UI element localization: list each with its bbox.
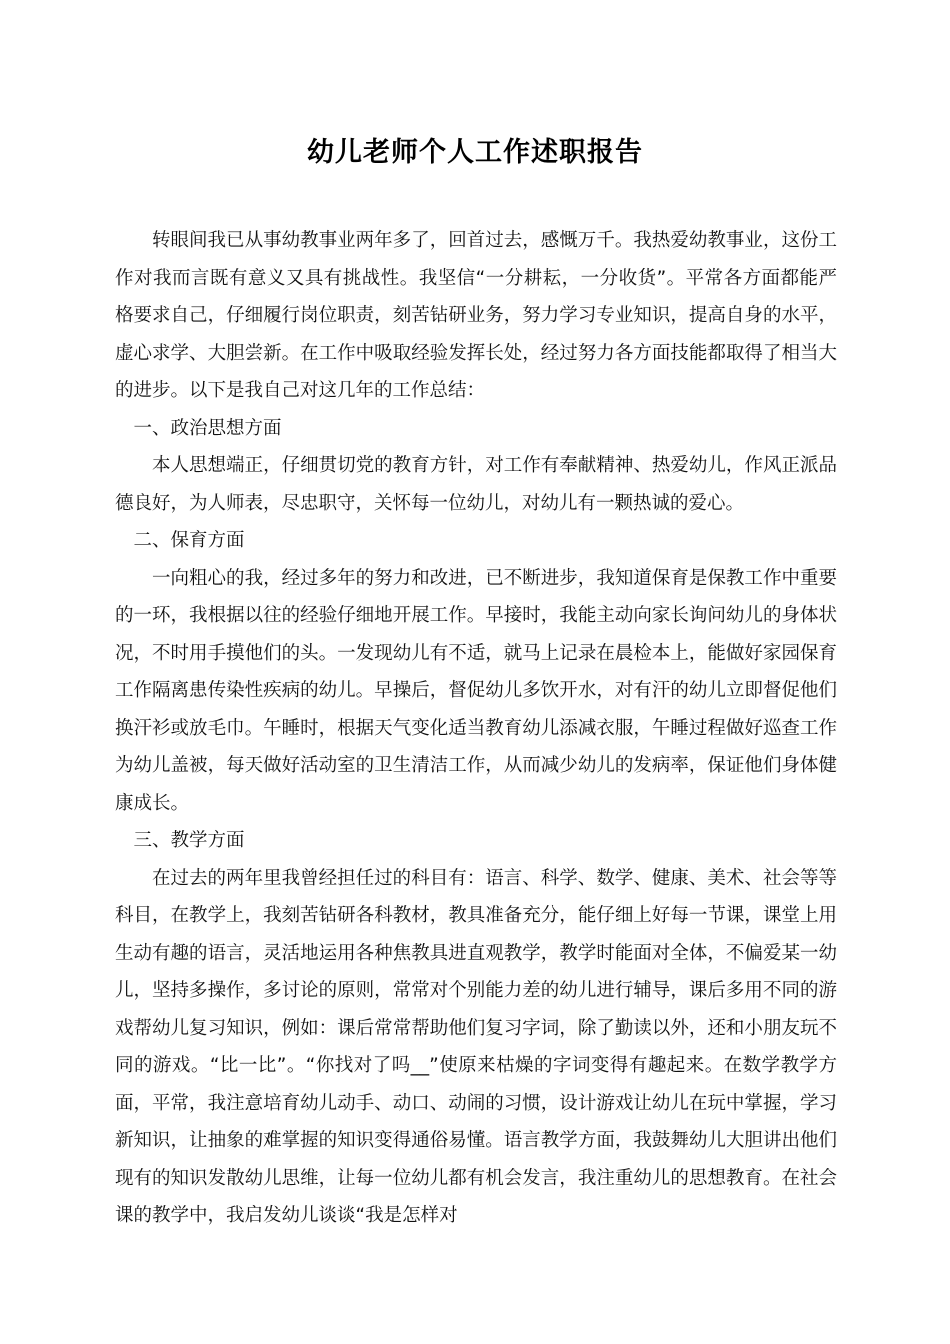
document-title: 幼儿老师个人工作述职报告	[307, 137, 643, 168]
section-heading-care: 二、保育方面	[133, 530, 245, 551]
paragraph-teaching: 在过去的两年里我曾经担任过的科目有：语言、科学、数学、健康、美术、社会等等科目，在教学上，我刻苦钻研各科教材，教具准备充分，能仔细上好每一节课，课堂上用生动有趣的语言，灵活地运用各种焦教具进直观教学，教学时能面对全体，不偏爱某一幼儿，坚持多操作，多讨论的原则，常常对个别能力差的幼儿进行辅导，课后多用不同的游戏帮幼儿复习知识，例如：课后常常帮助他们复习字词，除了勤读以外，还和小朋友玩不同的游戏。“比一比”。“你找对了吗__”使原来枯燥的字词变得有趣起来。在数学教学方面，平常，我注意培育幼儿动手、动口、动闹的习惯，设计游戏让幼儿在玩中掌握，学习新知识，让抽象的难掌握的知识变得通俗易懂。语言教学方面，我鼓舞幼儿大胆讲出他们现有的知识发散幼儿思维，让每一位幼儿都有机会发言，我注重幼儿的思想教育。在社会课的教学中，我启发幼儿谈谈“我是怎样对	[115, 867, 837, 1226]
document-body	[115, 222, 837, 1235]
paragraph-intro: 转眼间我已从事幼教事业两年多了，回首过去，感慨万千。我热爱幼教事业，这份工作对我而言既有意义又具有挑战性。我坚信“一分耕耘，一分收货”。平常各方面都能严格要求自己，仔细履行岗位职责，刻苦钻研业务，努力学习专业知识，提高自身的水平，虚心求学、大胆尝新。在工作中吸取经验发挥长处，经过努力各方面技能都取得了相当大的进步。以下是我自己对这几年的工作总结：	[115, 230, 837, 401]
paragraph-political: 本人思想端正，仔细贯切党的教育方针，对工作有奉献精神、热爱幼儿，作风正派品德良好，为人师表，尽忠职守，关怀每一位幼儿，对幼儿有一颗热诚的爱心。	[115, 455, 837, 514]
section-heading-political: 一、政治思想方面	[133, 417, 282, 439]
paragraph-care: 一向粗心的我，经过多年的努力和改进，已不断进步，我知道保育是保教工作中重要的一环，我根据以往的经验仔细地开展工作。早接时，我能主动向家长询问幼儿的身体状况，不时用手摸他们的头。一发现幼儿有不适，就马上记录在晨检本上，能做好家园保育工作隔离患传染性疾病的幼儿。早操后，督促幼儿多饮开水，对有汗的幼儿立即督促他们换汗衫或放毛巾。午睡时，根据天气变化适当教育幼儿添减衣服，午睡过程做好巡查工作为幼儿盖被，每天做好活动室的卫生清洁工作，从而减少幼儿的发病率，保证他们身体健康成长。	[115, 567, 837, 814]
section-heading-teaching: 三、教学方面	[133, 830, 245, 851]
